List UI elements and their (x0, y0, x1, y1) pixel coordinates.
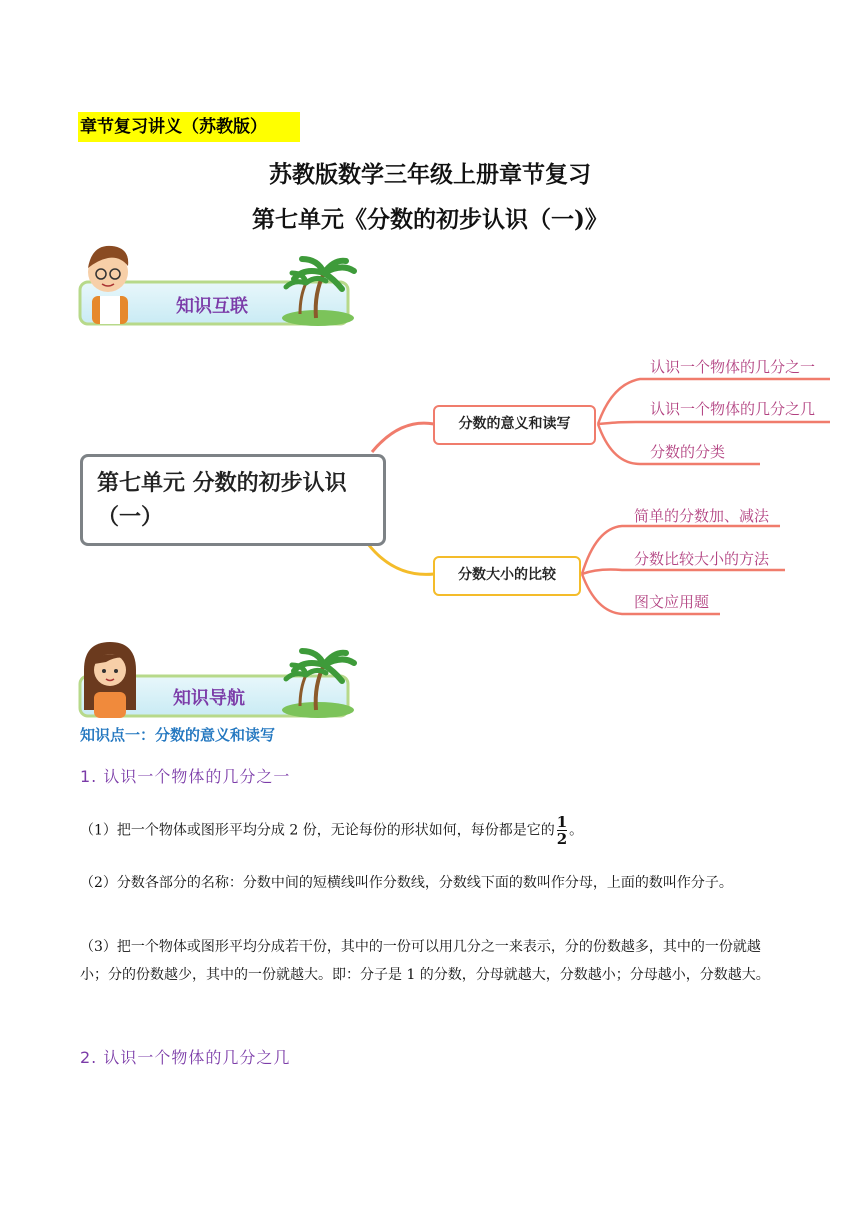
paragraph-1-text: （1）把一个物体或图形平均分成 2 份，无论每份的形状如何，每份都是它的 (80, 822, 555, 839)
paragraph-1 (80, 814, 785, 847)
section-title-2: 2. 认识一个物体的几分之几 (80, 1048, 291, 1067)
fraction (557, 814, 567, 847)
page-title-line2: 第七单元《分数的初步认识（一)》 (252, 206, 608, 233)
mind-map (0, 330, 860, 630)
knowledge-link-banner (78, 238, 358, 328)
paragraph-1-end: 。 (569, 822, 584, 839)
leaf-item: 认识一个物体的几分之几 (650, 400, 816, 418)
knowledge-nav-banner (78, 640, 358, 720)
knowledge-nav-label: 知识导航 (173, 688, 245, 709)
branch-node-compare: 分数大小的比较 (433, 556, 581, 596)
section-title-1: 1. 认识一个物体的几分之一 (80, 767, 291, 786)
page-title-line1: 苏教版数学三年级上册章节复习 (269, 161, 591, 188)
branch-node-meaning: 分数的意义和读写 (433, 405, 596, 445)
paragraph-2: （2）分数各部分的名称：分数中间的短横线叫作分数线，分数线下面的数叫作分母，上面的数叫作分子。 (80, 875, 733, 891)
mind-map-center-node: 第七单元 分数的初步认识（一） (80, 454, 386, 546)
paragraph-3: （3）把一个物体或图形平均分成若干份，其中的一份可以用几分之一来表示，分的份数越多，其中的一份就越小；分的份数越少，其中的一份就越大。即：分子是 1 的分数，分母就越大，分数越小；分母越小，分数越大。 (80, 939, 770, 983)
leaf-item: 图文应用题 (634, 593, 710, 611)
header-tag (78, 112, 300, 142)
leaf-item: 认识一个物体的几分之一 (650, 358, 816, 376)
header-tag-text: 章节复习讲义（苏教版） (80, 117, 267, 137)
branch-connector-2 (368, 544, 434, 574)
leaf-item: 分数比较大小的方法 (634, 550, 770, 568)
fraction-numerator: 1 (556, 813, 568, 831)
branch-connector-1 (372, 423, 434, 452)
knowledge-link-label: 知识互联 (176, 296, 248, 317)
knowledge-point-title: 知识点一：分数的意义和读写 (80, 726, 276, 744)
leaf-item: 简单的分数加、减法 (634, 507, 770, 525)
fraction-denominator: 2 (556, 830, 568, 848)
leaf-item: 分数的分类 (650, 443, 726, 461)
